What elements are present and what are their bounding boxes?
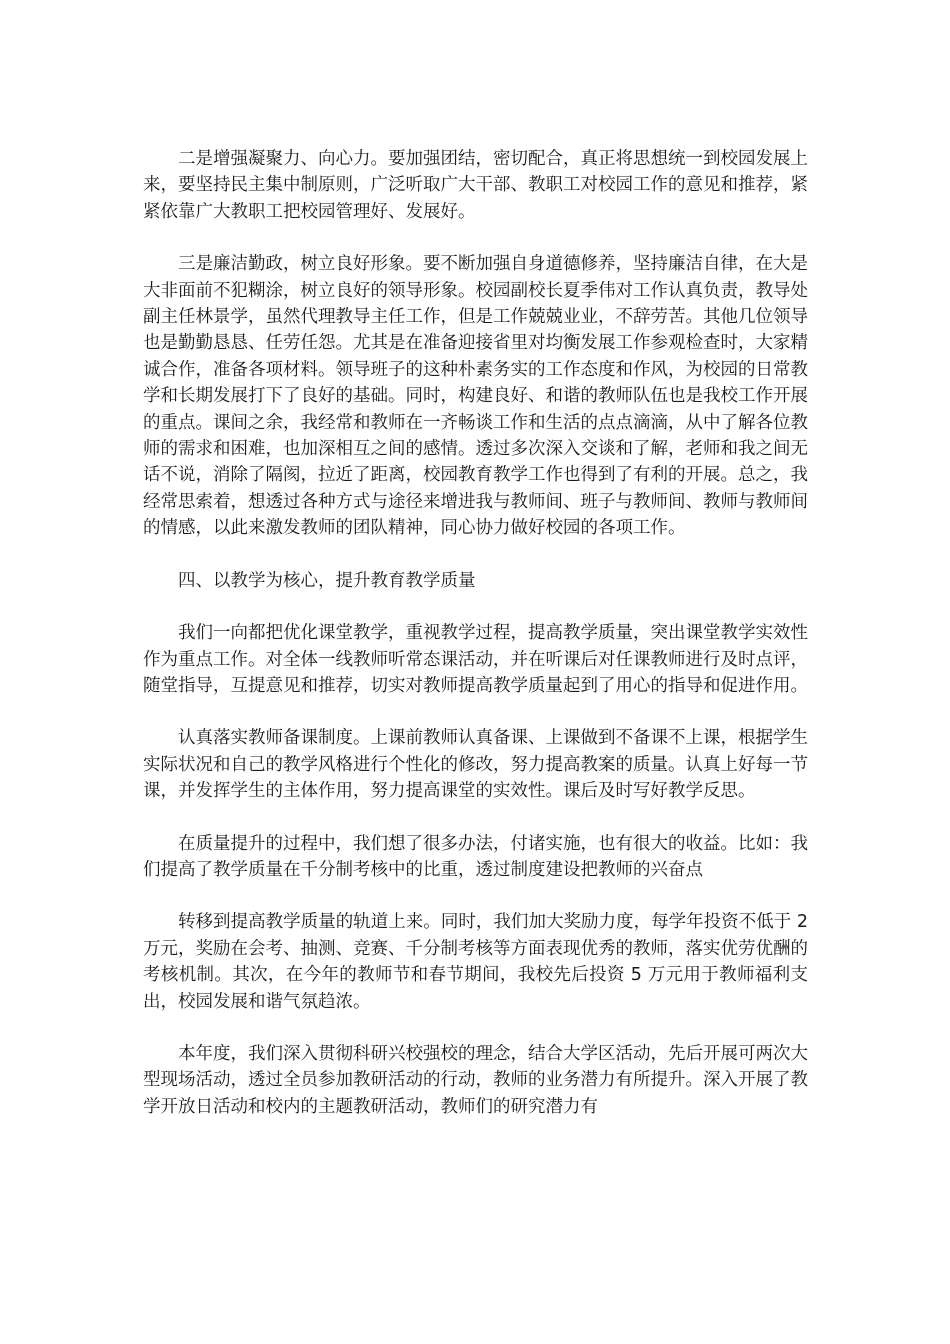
paragraph-integrity: 三是廉洁勤政，树立良好形象。要不断加强自身道德修养，坚持廉洁自律，在大是大非面前不犯糊涂，树立良好的领导形象。校园副校长夏季伟对工作认真负责，教导处副主任林景学，虽然代理教导主任工作，但是工作兢兢业业，不辞劳苦。其他几位领导也是勤勤恳恳、任劳任怨。尤其是在准备迎接省里对均衡发展工作参观检查时，大家精诚合作，准备各项材料。领导班子的这种朴素务实的工作态度和作风，为校园的日常教学和长期发展打下了良好的基础。同时，构建良好、和谐的教师队伍也是我校工作开展的重点。课间之余，我经常和教师在一齐畅谈工作和生活的点点滴滴，从中了解各位教师的需求和困难，也加深相互之间的感情。透过多次深入交谈和了解，老师和我之间无话不说，消除了隔阂，拉近了距离，校园教育教学工作也得到了有利的开展。总之，我经常思索着，想透过各种方式与途径来增进我与教师间、班子与教师间、教师与教师间的情感，以此来激发教师的团队精神，同心协力做好校园的各项工作。 bbox=[143, 254, 808, 539]
paragraph-classroom-teaching: 我们一向都把优化课堂教学，重视教学过程，提高教学质量，突出课堂教学实效性作为重点工作。对全体一线教师听常态课活动，并在听课后对任课教师进行及时点评，随堂指导，互提意见和推荐，切实对教师提高教学质量起到了用心的指导和促进作用。 bbox=[143, 623, 808, 696]
document-page bbox=[143, 146, 808, 1146]
paragraph-research: 本年度，我们深入贯彻科研兴校强校的理念，结合大学区活动，先后开展可两次大型现场活动，透过全员参加教研活动的行动，教师的业务潜力有所提升。深入开展了教学开放日活动和校内的主题教研活动，教师们的研究潜力有 bbox=[143, 1043, 808, 1117]
section-heading-teaching-quality: 四、以教学为核心，提升教育教学质量 bbox=[178, 570, 476, 591]
paragraph-quality-improvement: 在质量提升的过程中，我们想了很多办法，付诸实施，也有很大的收益。比如：我们提高了教学质量在千分制考核中的比重，透过制度建设把教师的兴奋点 bbox=[143, 833, 808, 880]
paragraph-incentives: 转移到提高教学质量的轨道上来。同时，我们加大奖励力度，每学年投资不低于 2 万元，奖励在会考、抽测、竞赛、千分制考核等方面表现优秀的教师，落实优劳优酬的考核机制。其次，在今年的教师节和春节期间，我校先后投资 5 万元用于教师福利支出，校园发展和谐气氛趋浓。 bbox=[143, 912, 808, 1012]
paragraph-cohesion: 二是增强凝聚力、向心力。要加强团结，密切配合，真正将思想统一到校园发展上来，要坚持民主集中制原则，广泛听取广大干部、教职工对校园工作的意见和推荐，紧紧依靠广大教职工把校园管理好、发展好。 bbox=[143, 149, 808, 222]
paragraph-lesson-preparation: 认真落实教师备课制度。上课前教师认真备课、上课做到不备课不上课，根据学生实际状况和自己的教学风格进行个性化的修改，努力提高教案的质量。认真上好每一节课，并发挥学生的主体作用，努力提高课堂的实效性。课后及时写好教学反思。 bbox=[143, 728, 808, 802]
